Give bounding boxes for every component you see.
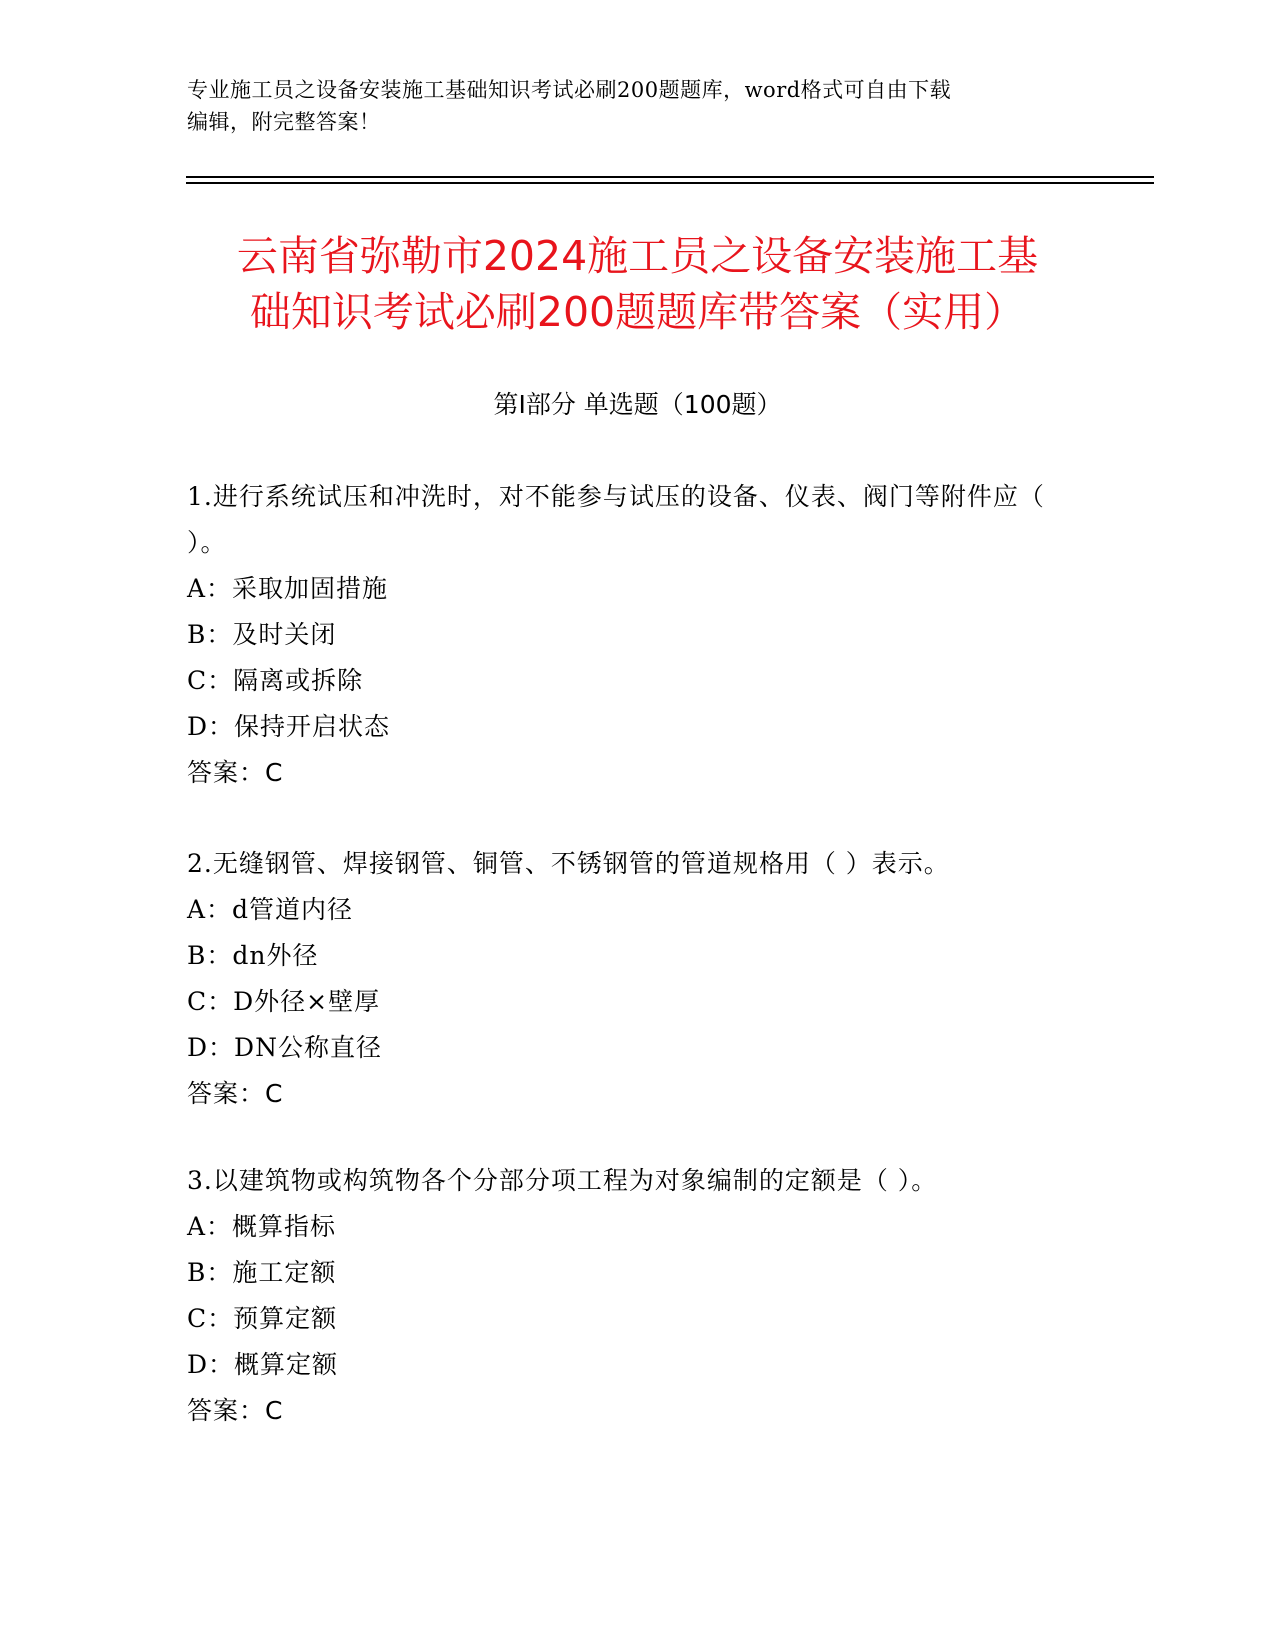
option-b: B：施工定额: [187, 1258, 337, 1287]
document-title: [0, 228, 1275, 340]
question-stem: 1.进行系统试压和冲洗时，对不能参与试压的设备、仪表、阀门等附件应（ ）。: [187, 482, 1045, 557]
title-line-2: 础知识考试必刷200题题库带答案（实用）: [249, 288, 1026, 336]
option-d: D：保持开启状态: [187, 712, 391, 741]
option-d: D：概算定额: [187, 1350, 339, 1379]
option-a: A：概算指标: [187, 1212, 337, 1241]
question-2: [187, 841, 1087, 1117]
option-c: C：D外径×壁厚: [187, 987, 381, 1016]
answer: 答案：C: [187, 1079, 284, 1108]
header-divider-bottom: [186, 182, 1154, 184]
option-a: A：d管道内径: [187, 895, 354, 924]
header-line-1: 专业施工员之设备安装施工基础知识考试必刷200题题库，word格式可自由下载: [187, 78, 952, 102]
question-1: [187, 474, 1087, 796]
answer: 答案：C: [187, 1396, 284, 1425]
question-stem: 2.无缝钢管、焊接钢管、铜管、不锈钢管的管道规格用（ ）表示。: [187, 849, 950, 878]
option-c: C：隔离或拆除: [187, 666, 364, 695]
header-line-2: 编辑，附完整答案！: [187, 110, 381, 134]
answer: 答案：C: [187, 758, 284, 787]
question-3: [187, 1158, 1087, 1434]
option-b: B：dn外径: [187, 941, 319, 970]
header-divider-top: [186, 176, 1154, 178]
document-header: [187, 74, 1087, 138]
option-d: D：DN公称直径: [187, 1033, 382, 1062]
title-line-1: 云南省弥勒市2024施工员之设备安装施工基: [236, 232, 1039, 280]
option-a: A：采取加固措施: [187, 574, 389, 603]
option-b: B：及时关闭: [187, 620, 337, 649]
option-c: C：预算定额: [187, 1304, 338, 1333]
section-heading: 第Ⅰ部分 单选题（100题）: [493, 390, 782, 419]
question-stem: 3.以建筑物或构筑物各个分部分项工程为对象编制的定额是（ ）。: [187, 1166, 938, 1195]
